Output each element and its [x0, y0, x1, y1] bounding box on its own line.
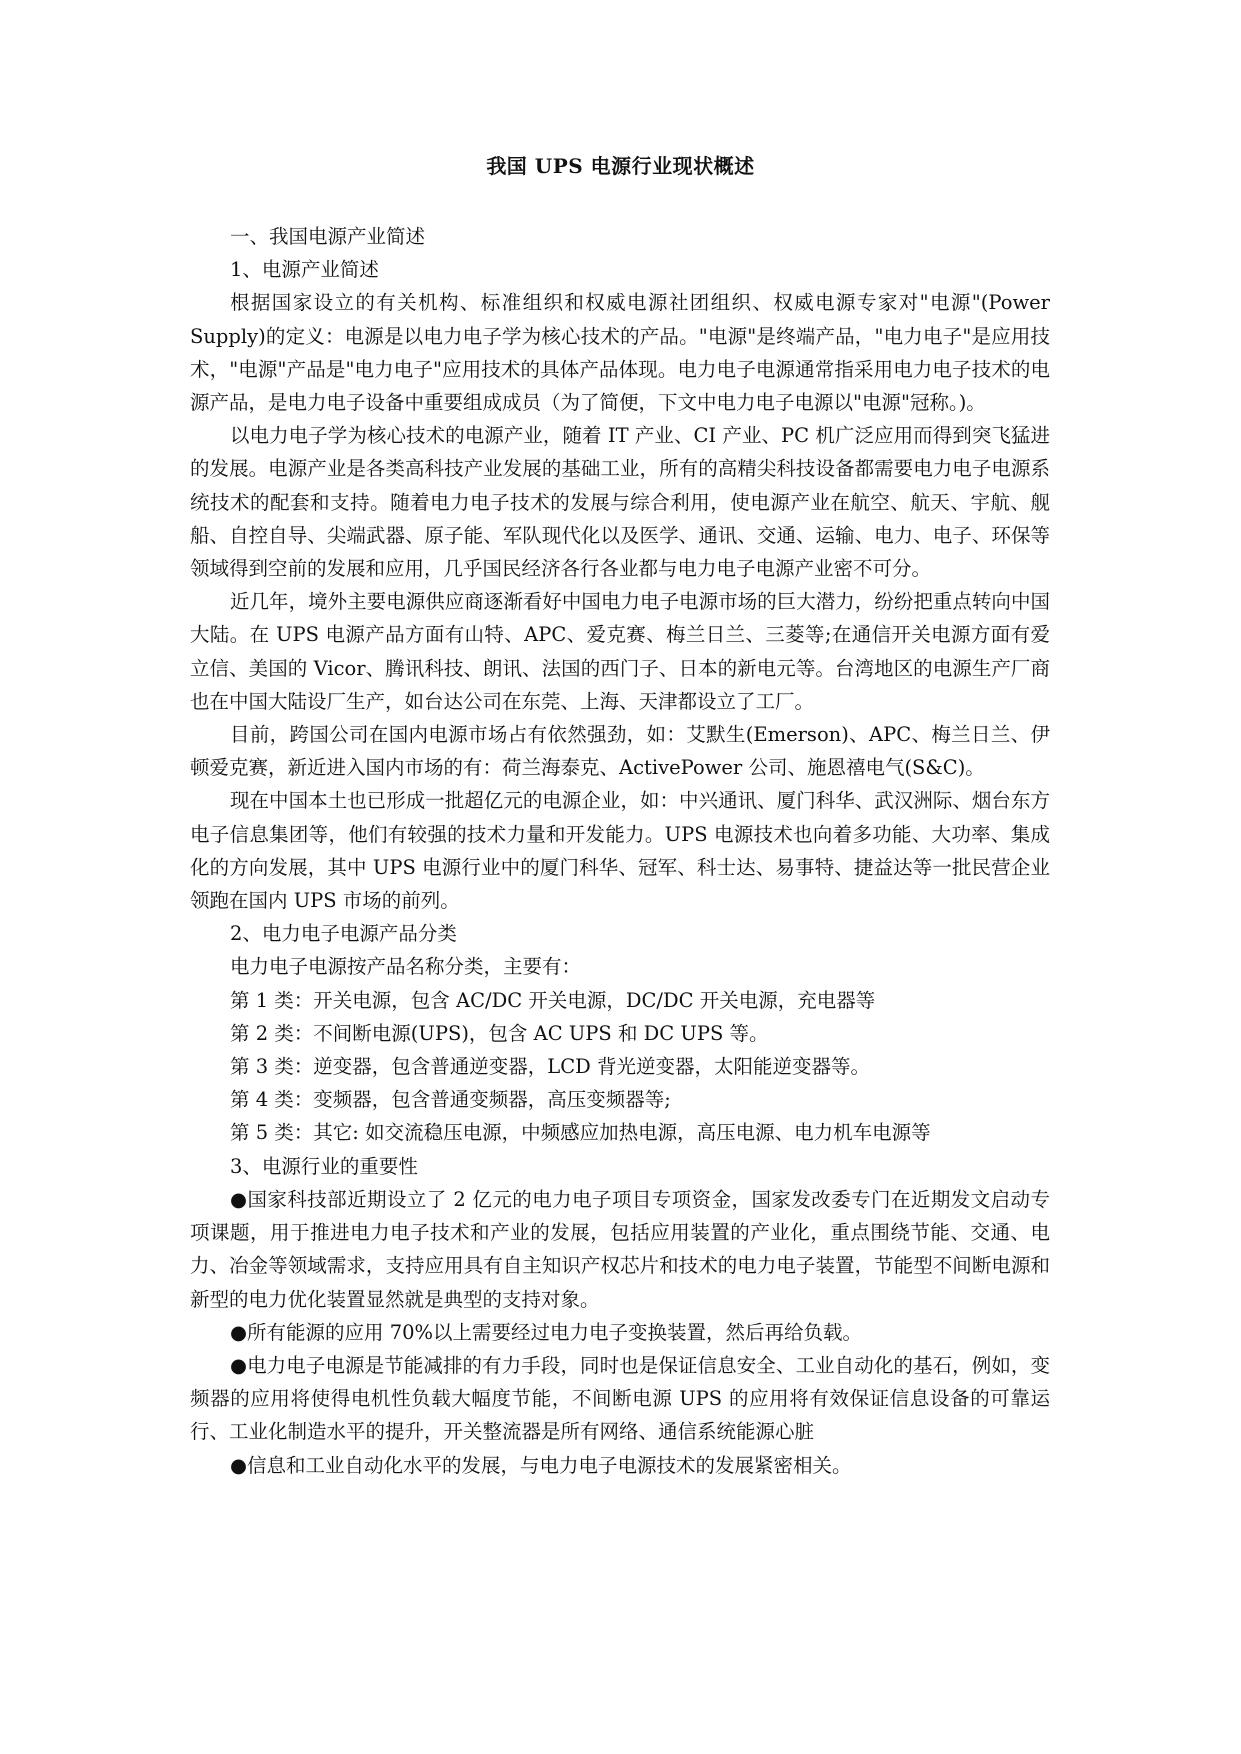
list-intro: 电力电子电源按产品名称分类，主要有： — [230, 955, 582, 979]
list-item: 第 4 类：变频器，包含普通变频器，高压变频器等; — [230, 1088, 671, 1112]
subsection-heading-2: 2、电力电子电源产品分类 — [230, 922, 457, 946]
paragraph: 目前，跨国公司在国内电源市场占有依然强劲，如：艾默生(Emerson)、APC、梅兰日兰、伊顿爱克赛，新近进入国内市场的有：荷兰海泰克、ActivePower 公司、施恩禧电气(S&C)。 — [190, 723, 1050, 780]
bullet-paragraph: ●信息和工业自动化水平的发展，与电力电子电源技术的发展紧密相关。 — [230, 1453, 852, 1477]
document-title: 我国 UPS 电源行业现状概述 — [486, 154, 755, 178]
subsection-heading-3: 3、电源行业的重要性 — [230, 1154, 418, 1178]
bullet-paragraph: ●所有能源的应用 70%以上需要经过电力电子变换装置，然后再给负载。 — [230, 1320, 863, 1344]
list-item: 第 3 类：逆变器，包含普通逆变器，LCD 背光逆变器，太阳能逆变器等。 — [230, 1055, 871, 1079]
paragraph: 根据国家设立的有关机构、标准组织和权威电源社团组织、权威电源专家对"电源"(Power Supply)的定义：电源是以电力电子学为核心技术的产品。"电源"是终端产品，"电力电子"是应用技术，"电源"产品是"电力电子"应用技术的具体产品体现。电力电子电源通常指采用电力电子技术的电源产品，是电力电子设备中重要组成成员（为了简便，下文中电力电子电源以"电源"冠称。)。 — [190, 291, 1050, 415]
paragraph: 近几年，境外主要电源供应商逐渐看好中国电力电子电源市场的巨大潜力，纷纷把重点转向中国大陆。在 UPS 电源产品方面有山特、APC、爱克赛、梅兰日兰、三菱等;在通信开关电源方面有爱立信、美国的 Vicor、腾讯科技、朗讯、法国的西门子、日本的新电元等。台湾地区的电源生产厂商也在中国大陆设厂生产，如台达公司在东莞、上海、天津都设立了工厂。 — [190, 590, 1050, 713]
paragraph: 现在中国本土也已形成一批超亿元的电源企业，如：中兴通讯、厦门科华、武汉洲际、烟台东方电子信息集团等，他们有较强的技术力量和开发能力。UPS 电源技术也向着多功能、大功率、集成化的方向发展，其中 UPS 电源行业中的厦门科华、冠军、科士达、易事特、捷益达等一批民营企业领跑在国内 UPS 市场的前列。 — [190, 789, 1050, 913]
list-item: 第 2 类：不间断电源(UPS)，包含 AC UPS 和 DC UPS 等。 — [230, 1021, 769, 1045]
bullet-paragraph: ●电力电子电源是节能减排的有力手段，同时也是保证信息安全、工业自动化的基石，例如，变频器的应用将使得电机性负载大幅度节能，不间断电源 UPS 的应用将有效保证信息设备的可靠运行、工业化制造水平的提升，开关整流器是所有网络、通信系统能源心脏 — [190, 1353, 1050, 1444]
list-item: 第 1 类：开关电源，包含 AC/DC 开关电源，DC/DC 开关电源，充电器等 — [230, 988, 876, 1012]
section-heading-1: 一、我国电源产业简述 — [230, 225, 426, 248]
subsection-heading-1: 1、电源产业简述 — [230, 258, 379, 282]
bullet-paragraph: ●国家科技部近期设立了 2 亿元的电力电子项目专项资金，国家发改委专门在近期发文启动专项课题，用于推进电力电子技术和产业的发展，包括应用装置的产业化，重点围绕节能、交通、电力、冶金等领域需求，支持应用具有自主知识产权芯片和技术的电力电子装置，节能型不间断电源和新型的电力优化装置显然就是典型的支持对象。 — [190, 1187, 1050, 1311]
list-item: 第 5 类：其它: 如交流稳压电源，中频感应加热电源，高压电源、电力机车电源等 — [230, 1121, 931, 1145]
document-body — [190, 220, 1050, 1482]
paragraph: 以电力电子学为核心技术的电源产业，随着 IT 产业、CI 产业、PC 机广泛应用而得到突飞猛进的发展。电源产业是各类高科技产业发展的基础工业，所有的高精尖科技设备都需要电力电子电源系统技术的配套和支持。随着电力电子技术的发展与综合利用，使电源产业在航空、航天、宇航、舰船、自控自导、尖端武器、原子能、军队现代化以及医学、通讯、交通、运输、电力、电子、环保等领域得到空前的发展和应用，几乎国民经济各行各业都与电力电子电源产业密不可分。 — [190, 424, 1050, 581]
